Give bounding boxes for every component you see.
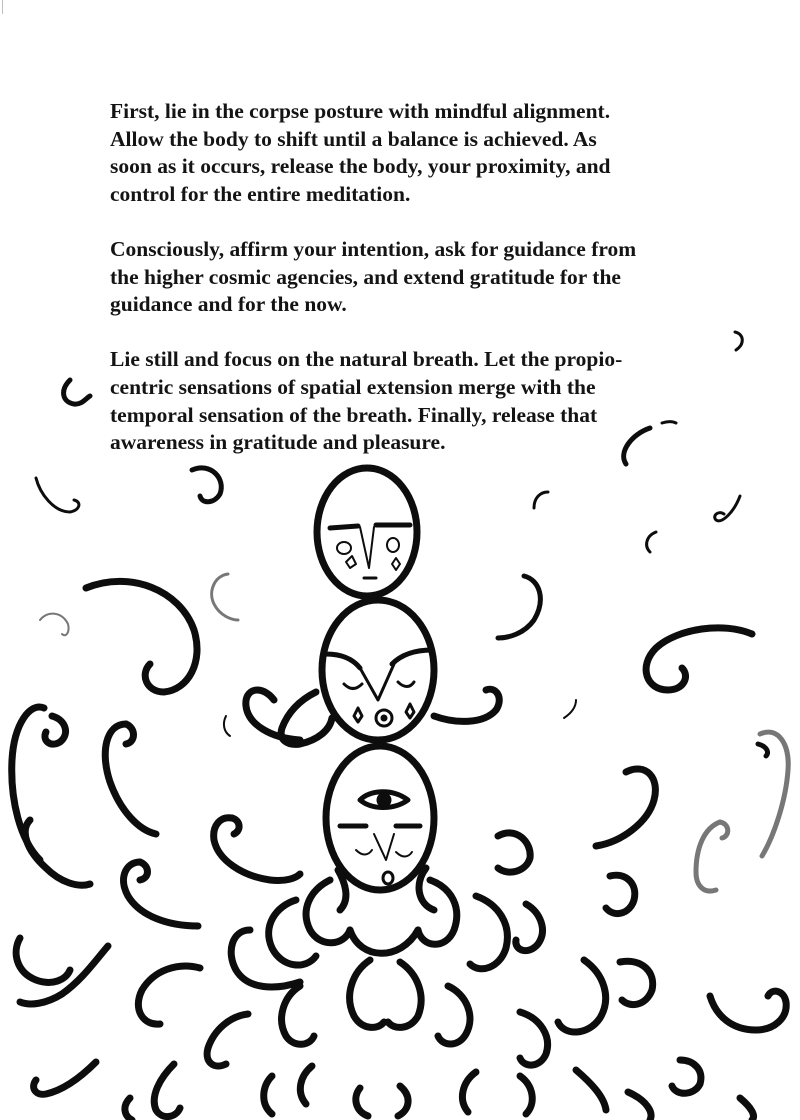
head-bottom [326, 746, 434, 890]
swirl [534, 492, 548, 508]
swirl [34, 1062, 96, 1094]
head-middle [322, 600, 434, 740]
eye-left [337, 542, 351, 554]
swirl [720, 822, 728, 838]
swirl [124, 862, 198, 926]
swirl [214, 818, 300, 881]
swirl [710, 991, 786, 1030]
swirl [516, 904, 543, 951]
swirl [282, 986, 314, 1044]
head-top [317, 468, 417, 596]
swirl [620, 961, 653, 1004]
swirl [758, 744, 768, 756]
head-middle-outline [322, 600, 434, 740]
text-line: awareness in gratitude and pleasure. [110, 430, 446, 455]
text-line: First, lie in the corpse posture with mindful alignment. [110, 99, 611, 123]
swirl [138, 966, 200, 1024]
swirl [438, 986, 470, 1044]
swirl [596, 769, 655, 846]
mouth-circle [383, 872, 393, 884]
brow-right [392, 650, 432, 664]
swirl [40, 614, 69, 636]
swirl [696, 822, 720, 891]
swirl [388, 962, 421, 1027]
swirl [606, 875, 635, 913]
tear-right-icon [392, 558, 400, 570]
swirl [338, 870, 346, 910]
tear-left-icon [346, 556, 356, 568]
swirl [398, 1086, 408, 1116]
closed-eye-left [356, 850, 372, 855]
swirl [520, 1076, 532, 1114]
third-eye-pupil [377, 793, 391, 807]
swirl [498, 833, 530, 872]
swirl [470, 896, 507, 969]
swirl [564, 700, 576, 718]
closed-eye-right [396, 852, 412, 857]
text-line: control for the entire meditation. [110, 181, 411, 206]
text-line: temporal sensation of the breath. Finally, release that [110, 402, 598, 427]
swirl [647, 532, 656, 552]
swirl [628, 1092, 651, 1120]
swirl [576, 1070, 606, 1110]
text-line: guidance and for the now. [110, 292, 347, 317]
swirl [498, 576, 540, 638]
swirl [520, 1012, 548, 1065]
eye-right [387, 538, 399, 552]
swirl [760, 732, 788, 856]
swirl-under-text [624, 428, 650, 464]
swirl [86, 581, 197, 692]
text-line: the higher cosmic agencies, and extend gratitude for the [110, 264, 621, 289]
swirl [740, 1098, 754, 1120]
swirl [154, 1064, 180, 1117]
tear-left-icon [354, 708, 362, 722]
swirl [715, 496, 740, 521]
text-swirls [64, 332, 743, 464]
closed-eye-right [398, 682, 414, 687]
swirl [192, 468, 221, 502]
arm-right [434, 689, 499, 721]
swirl [672, 1060, 701, 1093]
swirl [300, 1066, 312, 1104]
closed-eye-left [344, 684, 362, 689]
nose [360, 527, 374, 568]
brow-left [330, 526, 358, 528]
swirl-dash [662, 422, 676, 424]
swirl [232, 818, 239, 834]
nose [360, 664, 394, 700]
text-line: Lie still and focus on the natural breath. Let the propio- [110, 347, 623, 372]
swirl [558, 960, 606, 1032]
brow-left [326, 654, 360, 668]
swirl [16, 938, 70, 982]
tear-right-icon [406, 704, 414, 718]
mouth-dot [381, 715, 387, 721]
swirl [36, 478, 79, 512]
text-line: Allow the body to shift until a balance is achieved. As [110, 126, 597, 151]
swirl [25, 820, 90, 885]
nose [374, 834, 394, 860]
swirl [264, 1076, 272, 1114]
swirl [419, 868, 434, 910]
lower-body-right [418, 880, 457, 944]
swirl [212, 574, 238, 620]
text-line: centric sensations of spatial extension merge with the [110, 374, 596, 399]
swirl [125, 1098, 132, 1120]
swirl-left-of-text [64, 380, 90, 404]
text-line: Consciously, affirm your intention, ask for guidance from [110, 236, 637, 261]
swirl [646, 628, 752, 690]
swirl [350, 960, 384, 1027]
head-bottom-outline [326, 746, 434, 890]
swirl [207, 1014, 248, 1066]
swirl-right-of-text [735, 332, 742, 350]
swirl [45, 716, 66, 744]
swirl [224, 716, 230, 736]
swirl [126, 724, 134, 744]
swirl [356, 1088, 368, 1116]
swirl [140, 862, 148, 880]
swirl [462, 1072, 476, 1112]
lower-body-base [350, 930, 418, 953]
text-line: soon as it occurs, release the body, your proximity, and [110, 154, 611, 179]
